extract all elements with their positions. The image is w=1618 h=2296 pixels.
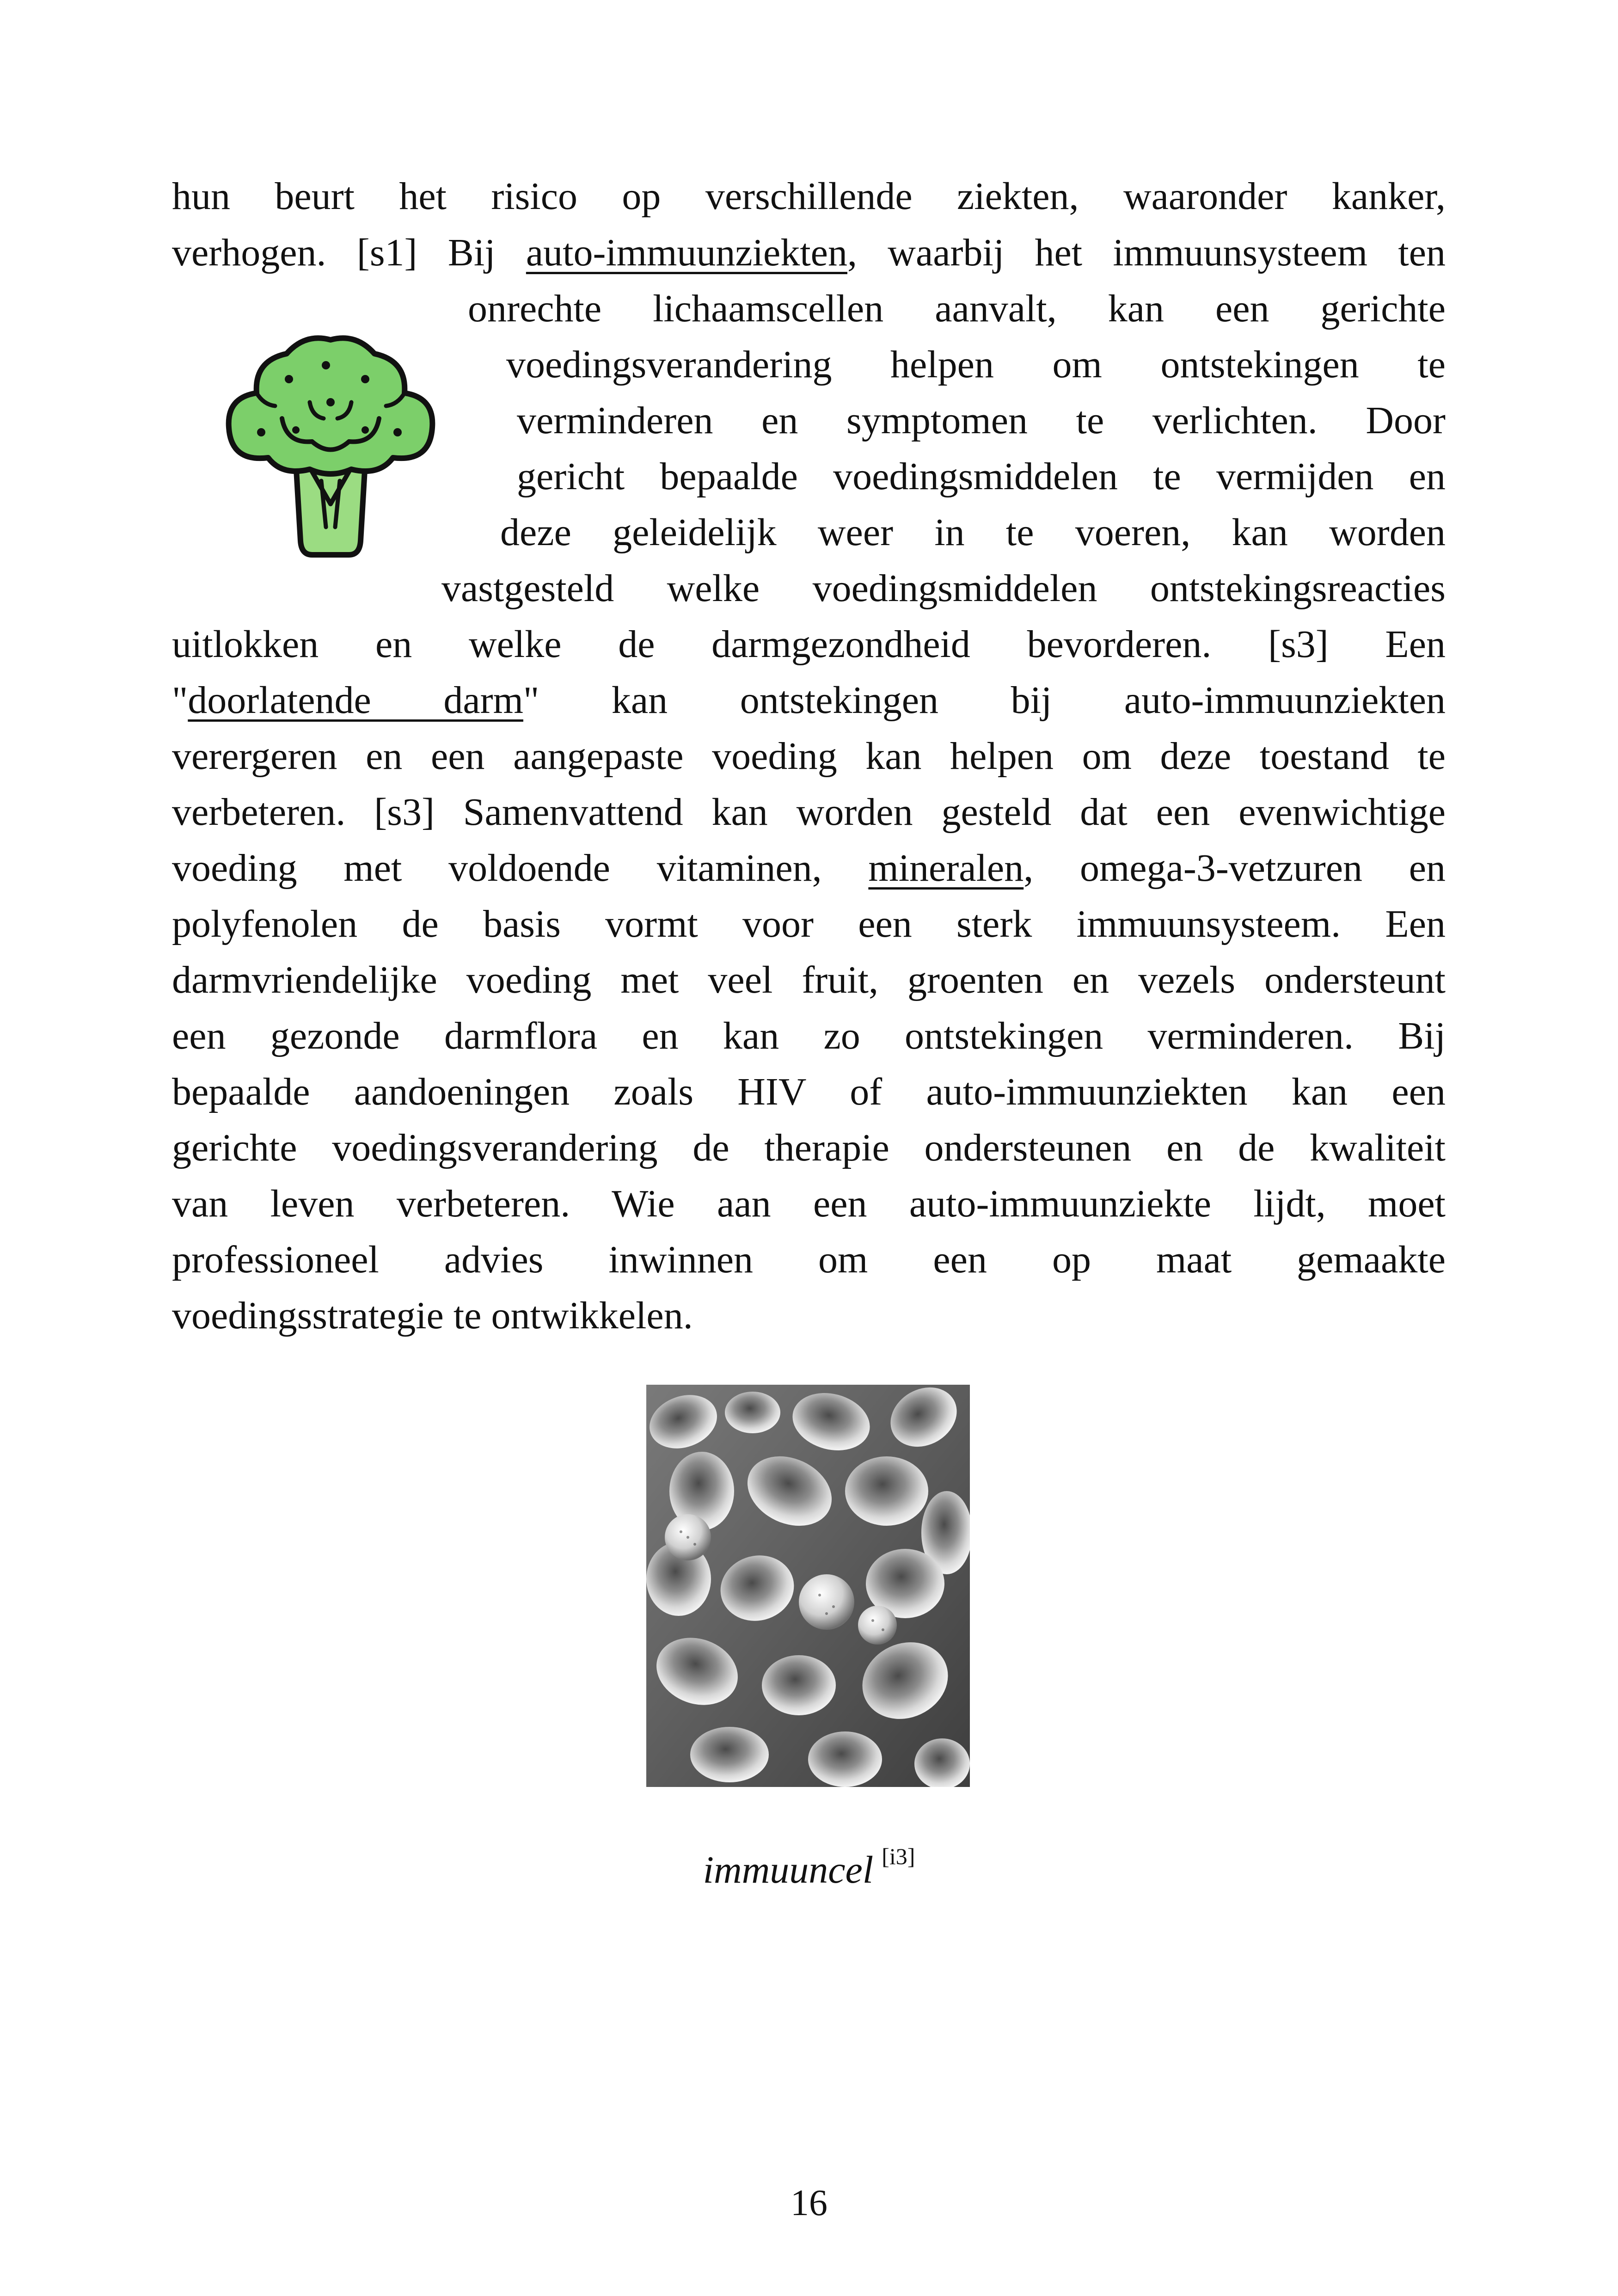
text-line: bepaalde aandoeningen zoals HIV of auto-immuunziekten kan een — [172, 1070, 1446, 1113]
text-line: verminderen en symptomen te verlichten. Door — [517, 399, 1446, 442]
text-line: deze geleidelijk weer in te voeren, kan worden — [500, 511, 1446, 554]
text-line: professioneel advies inwinnen om een op maat gemaakte — [172, 1238, 1446, 1281]
page-number: 16 — [791, 2183, 827, 2223]
link-auto-immuunziekten[interactable]: auto-immuunziekten — [526, 231, 847, 274]
text-fragment: voeding met voldoende vitaminen, — [172, 847, 869, 890]
immune-cell-image — [646, 1385, 970, 1787]
text-fragment: , omega-3-vetzuren en — [1024, 847, 1446, 890]
caption-text: immuuncel — [703, 1848, 874, 1891]
text-line: van leven verbeteren. Wie aan een auto-immuunziekte lijdt, moet — [172, 1182, 1446, 1225]
text-line: onrechte lichaamscellen aanvalt, kan een gerichte — [468, 287, 1446, 330]
text-fragment: " kan ontstekingen bij auto-immuunziekten — [523, 679, 1446, 722]
text-line: gerichte voedingsverandering de therapie ondersteunen en de kwaliteit — [172, 1126, 1446, 1169]
link-mineralen[interactable]: mineralen — [868, 847, 1024, 890]
text-line: verbeteren. [s3] Samenvattend kan worden gesteld dat een evenwichtige — [172, 791, 1446, 834]
text-line: hun beurt het risico op verschillende ziekten, waaronder kanker, — [172, 175, 1446, 218]
text-line: een gezonde darmflora en kan zo ontstekingen verminderen. Bij — [172, 1014, 1446, 1057]
text-line: polyfenolen de basis vormt voor een sterk immuunsysteem. Een — [172, 902, 1446, 945]
text-line: darmvriendelijke voeding met veel fruit, groenten en vezels ondersteunt — [172, 958, 1446, 1001]
text-fragment: verhogen. [s1] Bij — [172, 231, 526, 274]
broccoli-icon — [213, 324, 448, 569]
text-line: gericht bepaalde voedingsmiddelen te vermijden en — [517, 455, 1446, 498]
text-line: uitlokken en welke de darmgezondheid bevorderen. [s3] Een — [172, 623, 1446, 666]
text-line — [172, 673, 1446, 728]
text-line: vastgesteld welke voedingsmiddelen ontstekingsreacties — [441, 567, 1446, 610]
text-line — [172, 841, 1446, 896]
text-line — [172, 225, 1446, 281]
link-doorlatende-darm[interactable]: doorlatende darm — [188, 679, 523, 722]
text-line: voedingsverandering helpen om ontstekingen te — [506, 343, 1446, 386]
figure-caption — [0, 1831, 1618, 1896]
caption-reference[interactable]: [i3] — [882, 1843, 915, 1869]
text-fragment: " — [172, 679, 188, 722]
text-line: verergeren en een aangepaste voeding kan helpen om deze toestand te — [172, 735, 1446, 778]
text-line: voedingsstrategie te ontwikkelen. — [172, 1294, 693, 1337]
text-fragment: , waarbij het immuunsysteem ten — [847, 231, 1446, 274]
